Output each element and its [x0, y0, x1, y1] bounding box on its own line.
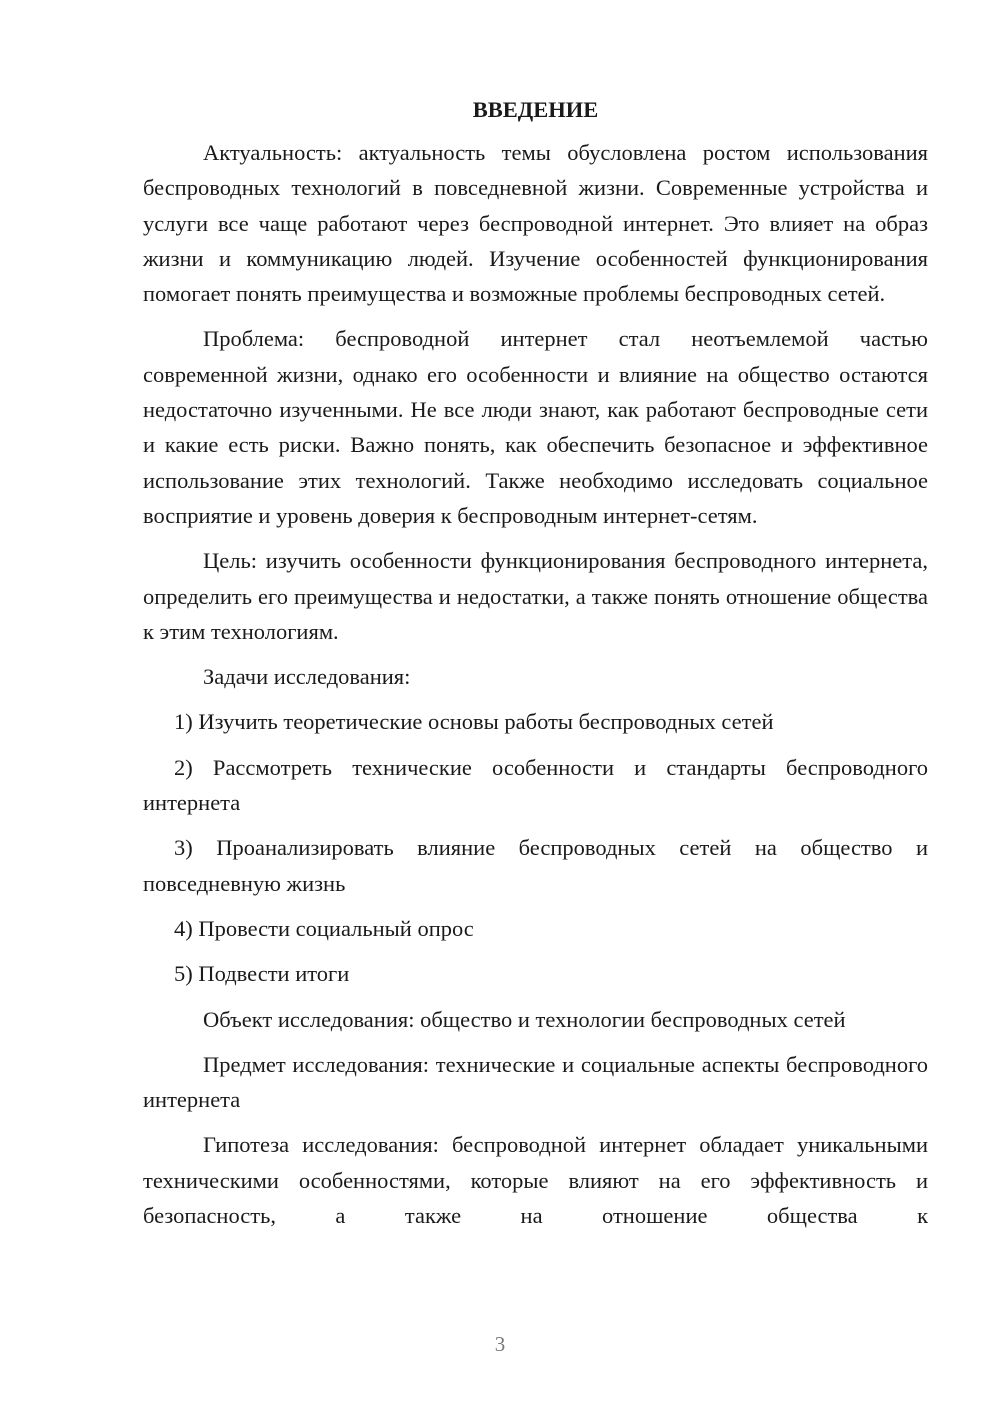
- task-item: 4) Провести социальный опрос: [174, 915, 474, 941]
- page-content: [143, 92, 928, 1243]
- tasks-heading: Задачи исследования:: [203, 664, 411, 690]
- task-item: 5) Подвести итоги: [174, 961, 350, 987]
- task-item: 2) Рассмотреть технические особенности и стандарты беспроводного интернета: [143, 754, 928, 816]
- goal-paragraph: Цель: изучить особенности функционирования беспроводного интернета, определить его преимущества и недостатки, а также понять отношение общества к этим технологиям.: [143, 548, 928, 644]
- page-number: 3: [494, 1332, 506, 1356]
- relevance-paragraph: Актуальность: актуальность темы обусловлена ростом использования беспроводных технологий в повседневной жизни. Современные устройства и услуги все чаще работают через беспроводной интернет. Это влияет на образ жизни и коммуникацию людей. Изучение особенностей функционирования помогает понять преимущества и возможные проблемы беспроводных сетей.: [143, 140, 928, 307]
- object-paragraph: Объект исследования: общество и технологии беспроводных сетей: [203, 1006, 846, 1032]
- task-item: 1) Изучить теоретические основы работы беспроводных сетей: [174, 709, 774, 735]
- subject-paragraph: Предмет исследования: технические и социальные аспекты беспроводного интернета: [143, 1051, 928, 1113]
- section-title: ВВЕДЕНИЕ: [472, 97, 599, 122]
- problem-paragraph: Проблема: беспроводной интернет стал неотъемлемой частью современной жизни, однако его особенности и влияние на общество остаются недостаточно изученными. Не все люди знают, как работают беспроводные сети и какие есть риски. Важно понять, как обеспечить безопасное и эффективное использование этих технологий. Также необходимо исследовать социальное восприятие и уровень доверия к беспроводным интернет-сетям.: [143, 326, 928, 528]
- task-item: 3) Проанализировать влияние беспроводных сетей на общество и повседневную жизнь: [143, 835, 928, 896]
- hypothesis-paragraph: Гипотеза исследования: беспроводной интернет обладает уникальными техническими особенностями, которые влияют на его эффективность и безопасность, а также на отношение общества к: [143, 1132, 928, 1229]
